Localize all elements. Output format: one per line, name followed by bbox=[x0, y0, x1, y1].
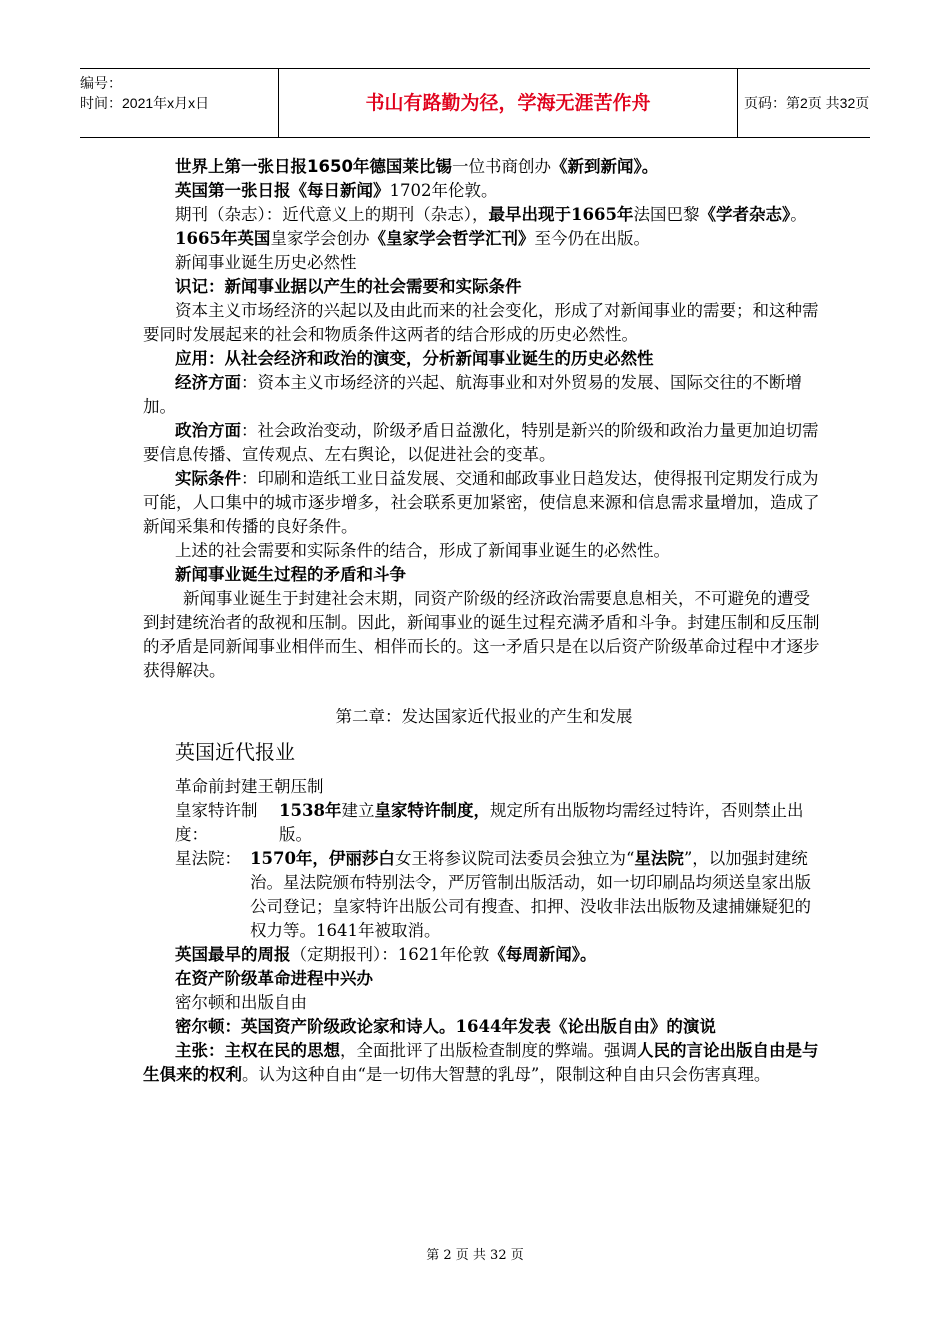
subheading-revolution: 在资产阶级革命进程中兴办 bbox=[175, 969, 373, 988]
text: 一位书商创办 bbox=[451, 157, 551, 176]
text: 皇家特许制度， bbox=[374, 801, 490, 820]
chapter-title: 第二章：发达国家近代报业的产生和发展 bbox=[335, 707, 633, 726]
item-label: 皇家特许制度： bbox=[175, 801, 258, 844]
text: 英国第一张日报《每日新闻》 bbox=[175, 181, 390, 200]
text: 。认为这种自由“是一切伟大智慧的乳母”，限制这种自由只会伤害真理。 bbox=[242, 1065, 771, 1084]
paragraph-conflict: 新闻事业诞生于封建社会末期，同资产阶级的经济政治需要息息相关，不可避免的遭受到封建统治者的敌视和压制。因此，新闻事业的诞生过程充满矛盾和斗争。封建压制和反压制的矛盾是同新闻事业相伴而生、相伴而长的。这一矛盾只是在以后资产阶级革命过程中才逐步获得解决。 bbox=[143, 589, 820, 680]
page-footer: 第 2 页 共 32 页 bbox=[426, 1248, 524, 1263]
text: 英国最早的周报 bbox=[175, 945, 291, 964]
paragraph-uk-daily bbox=[143, 179, 825, 203]
paragraph-weekly bbox=[143, 943, 825, 967]
date-label: 时间：2021年x月x日 bbox=[80, 95, 210, 111]
text: 。 bbox=[790, 205, 807, 224]
text: 实际条件 bbox=[175, 469, 241, 488]
text: 1538年 bbox=[279, 801, 342, 820]
paragraph-proposition bbox=[143, 1039, 825, 1087]
item-text bbox=[250, 847, 825, 943]
text: 主张：主权在民的思想 bbox=[175, 1041, 340, 1060]
heading-necessity: 新闻事业诞生历史必然性 bbox=[175, 253, 357, 272]
text: 世界上第一张日报1650年德国莱比锡 bbox=[175, 157, 452, 176]
text: （定期报刊）：1621年伦敦 bbox=[290, 945, 490, 964]
paragraph-daily-first bbox=[143, 155, 825, 179]
subheading-suppression: 革命前封建王朝压制 bbox=[175, 777, 324, 796]
paragraph-politics bbox=[143, 419, 825, 467]
text: 期刊（杂志）：近代意义上的期刊（杂志）， bbox=[175, 205, 489, 224]
text: 至今仍在出版。 bbox=[534, 229, 650, 248]
heading-application: 应用：从社会经济和政治的演变，分析新闻事业诞生的历史必然性 bbox=[175, 349, 654, 368]
paragraph-combination: 上述的社会需要和实际条件的结合，形成了新闻事业诞生的必然性。 bbox=[175, 541, 670, 560]
item-star-chamber bbox=[143, 847, 825, 943]
text: 法国巴黎 bbox=[633, 205, 700, 224]
text: 政治方面 bbox=[175, 421, 241, 440]
subheading-milton: 密尔顿和出版自由 bbox=[175, 993, 307, 1012]
text: ，全面批评了出版检查制度的弊端。强调 bbox=[340, 1041, 637, 1060]
paragraph-economy bbox=[143, 371, 825, 419]
text: 女王将参议院司法委员会独立为“ bbox=[394, 849, 635, 868]
text: ：社会政治变动，阶级矛盾日益激化，特别是新兴的阶级和政治力量更加迫切需要信息传播、宣传观点、左右舆论，以促进社会的变革。 bbox=[143, 421, 819, 464]
text: 1570年，伊丽莎白 bbox=[250, 849, 395, 868]
heading-recall: 识记：新闻事业据以产生的社会需要和实际条件 bbox=[175, 277, 522, 296]
text: ”，以加强封建统治。星法院颁布特别法令，严厉管制出版活动，如一切印刷品均须送皇家出版公司登记；皇家特许出版公司有搜查、扣押、没收非法出版物及逮捕嫌疑犯的权力等。1641年被取消。 bbox=[250, 849, 811, 940]
text: ：资本主义市场经济的兴起、航海事业和对外贸易的发展、国际交往的不断增加。 bbox=[143, 373, 802, 416]
text: 星法院 bbox=[634, 849, 684, 868]
header-page-label: 页码：第2页 共32页 bbox=[744, 95, 870, 111]
number-label: 编号： bbox=[80, 75, 122, 91]
paragraph-conditions bbox=[143, 467, 825, 539]
text: 《每周新闻》。 bbox=[489, 945, 597, 964]
paragraph-milton: 密尔顿：英国资产阶级政论家和诗人。1644年发表《论出版自由》的演说 bbox=[175, 1017, 716, 1036]
paragraph-market-economy: 资本主义市场经济的兴起以及由此而来的社会变化，形成了对新闻事业的需要；和这种需要同时发展起来的社会和物质条件这两者的结合形成的历史必然性。 bbox=[143, 301, 819, 344]
header-motto: 书山有路勤为径，学海无涯苦作舟 bbox=[278, 69, 738, 137]
item-text bbox=[279, 799, 825, 847]
page-header bbox=[80, 68, 870, 138]
text: 《皇家学会哲学汇刊》 bbox=[369, 229, 535, 248]
text: 1665年英国 bbox=[175, 229, 271, 248]
heading-conflict: 新闻事业诞生过程的矛盾和斗争 bbox=[175, 565, 406, 584]
text: 《学者杂志》 bbox=[699, 205, 791, 224]
text: 1702年伦敦。 bbox=[389, 181, 498, 200]
text: 规定所有出版物均需经过特许，否则禁止出版。 bbox=[279, 801, 804, 844]
text: 经济方面 bbox=[175, 373, 241, 392]
document-body bbox=[143, 155, 825, 1087]
text: 建立 bbox=[341, 801, 375, 820]
text: 人民的言论出版自由是与生俱来的权利 bbox=[143, 1041, 819, 1084]
paragraph-periodical bbox=[143, 203, 825, 227]
item-label: 星法院： bbox=[175, 849, 241, 868]
item-royal-charter bbox=[143, 799, 825, 847]
header-meta bbox=[80, 69, 278, 141]
section-title: 英国近代报业 bbox=[175, 740, 295, 764]
paragraph-royal-society bbox=[143, 227, 825, 251]
text: 皇家学会创办 bbox=[270, 229, 370, 248]
text: 《新到新闻》。 bbox=[550, 157, 659, 176]
text: ：印刷和造纸工业日益发展、交通和邮政事业日趋发达，使得报刊定期发行成为可能，人口集中的城市逐步增多，社会联系更加紧密，使信息来源和信息需求量增加，造成了新闻采集和传播的良好条件。 bbox=[143, 469, 820, 536]
text: 最早出现于1665年 bbox=[488, 205, 634, 224]
